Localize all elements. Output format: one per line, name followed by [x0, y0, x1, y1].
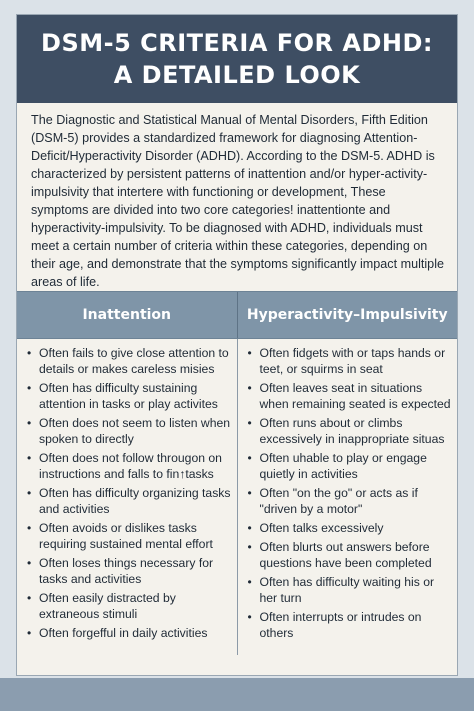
list-item	[27, 380, 231, 412]
bullet-icon: •	[247, 381, 252, 395]
list-item	[248, 539, 452, 571]
list-item-text: Often forgefful in daily activities	[39, 626, 208, 640]
list-item	[27, 485, 231, 517]
list-item-text: Often uhable to play or engage quietly in activities	[259, 451, 427, 481]
bullet-icon: •	[27, 346, 32, 360]
list-item	[248, 345, 452, 377]
bullet-icon: •	[27, 381, 32, 395]
list-item	[27, 590, 231, 622]
list-item-text: Often fails to give close attention to details or makes careless misies	[39, 346, 229, 376]
bullet-icon: •	[247, 540, 252, 554]
criteria-columns	[17, 339, 457, 655]
list-item-text: Often has difficulty sustaining attention in tasks or play activites	[39, 381, 218, 411]
column-headers	[17, 291, 457, 339]
list-item-text: Often avoids or dislikes tasks requiring sustained mental effort	[39, 521, 213, 551]
list-item	[27, 625, 231, 641]
list-item	[248, 520, 452, 536]
list-item-text: Often has difficulty organizing tasks and activities	[39, 486, 231, 516]
list-item-text: Often does not seem to listen when spoken to directly	[39, 416, 231, 446]
bullet-icon: •	[247, 451, 252, 465]
intro-paragraph: The Diagnostic and Statistical Manual of Mental Disorders, Fifth Edition (DSM-5) provides a standardized framework for diagnosing Attention-Deficit/Hyperactivity Disorder (ADHD). According to the DSM-5. ADHD is characterized by persistent patterns of inattention and/or hyper-activity-impulsivity that intertere with functioning or development, These symptoms are divided into two core categories! inattentionte and hyperactivity-impulsivity. To be diagnosed with ADHD, individuals must meet a certain number of criteria within these categories, depending on their age, and demonstrate that the symptoms significantly impact multiple areas of life.	[31, 113, 444, 289]
list-item-text: Often easily distracted by extraneous stimuli	[39, 591, 176, 621]
list-item-text: Often leaves seat in situations when remaining seated is expected	[259, 381, 451, 411]
list-item-text: Often "on the go" or acts as if "driven by a motor"	[259, 486, 418, 516]
bullet-icon: •	[27, 626, 32, 640]
adhd-poster	[16, 14, 458, 676]
bullet-icon: •	[247, 486, 252, 500]
bullet-icon: •	[247, 610, 252, 624]
title-line-2: A DETAILED LOOK	[113, 61, 361, 89]
list-item-text: Often talks excessively	[259, 521, 384, 535]
list-item-text: Often blurts out answers before questions have been completed	[259, 540, 432, 570]
list-item-text: Often has difficulty waiting his or her turn	[259, 575, 435, 605]
bullet-icon: •	[27, 416, 32, 430]
bullet-icon: •	[247, 346, 252, 360]
title-line-1: DSM-5 CRITERIA FOR ADHD:	[41, 29, 433, 57]
list-item-text: Often interrupts or intrudes on others	[259, 610, 422, 640]
list-item	[27, 450, 231, 482]
list-item	[27, 415, 231, 447]
footer-bar	[0, 678, 474, 711]
list-item	[248, 609, 452, 641]
bullet-icon: •	[27, 451, 32, 465]
bullet-icon: •	[247, 521, 252, 535]
list-item	[248, 415, 452, 447]
bullet-icon: •	[27, 591, 32, 605]
list-item	[248, 380, 452, 412]
list-item-text: Often does not follow througon on instructions and falls to fin↑tasks	[39, 451, 222, 481]
list-item-text: Often runs about or climbs excessively in inappropriate situas	[259, 416, 445, 446]
list-item	[248, 485, 452, 517]
bullet-icon: •	[27, 486, 32, 500]
list-item	[27, 520, 231, 552]
hyperactivity-heading: Hyperactivity–Impulsivity	[237, 292, 458, 338]
bullet-icon: •	[27, 556, 32, 570]
bullet-icon: •	[247, 575, 252, 589]
poster-header	[17, 15, 457, 103]
bullet-icon: •	[27, 521, 32, 535]
list-item	[27, 555, 231, 587]
bullet-icon: •	[247, 416, 252, 430]
inattention-list	[17, 339, 237, 655]
list-item	[248, 450, 452, 482]
list-item-text: Often loses things necessary for tasks and activities	[39, 556, 214, 586]
list-item	[27, 345, 231, 377]
inattention-heading: Inattention	[82, 307, 172, 323]
list-item-text: Often fidgets with or taps hands or teet, or squirms in seat	[259, 346, 446, 376]
list-item	[248, 574, 452, 606]
hyperactivity-list	[237, 339, 458, 655]
